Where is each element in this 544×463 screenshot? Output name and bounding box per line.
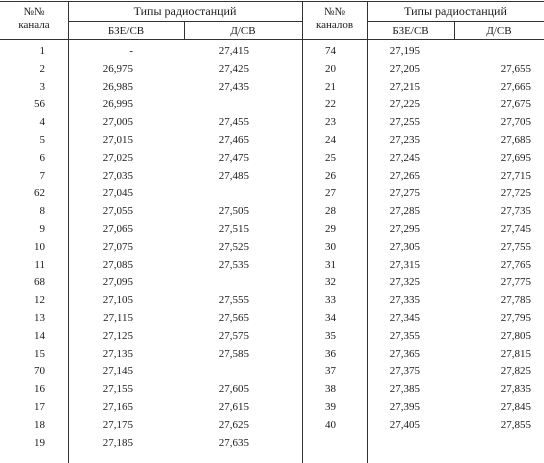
left-bze-frequency: 26,975: [102, 62, 133, 75]
right-channel-number: 20: [325, 62, 336, 75]
right-channel-number: 26: [325, 169, 336, 182]
header-number-right-line1: №№: [324, 6, 345, 18]
left-bze-frequency: 27,185: [102, 436, 133, 449]
right-bze-frequency: 27,395: [389, 401, 420, 413]
group-header-rule-left: [68, 21, 302, 22]
left-channel-number: 10: [34, 240, 45, 253]
left-bze-frequency: -: [129, 45, 133, 57]
top-rule: [0, 1, 544, 2]
left-d-frequency: 27,605: [218, 383, 249, 396]
right-d-frequency: 27,705: [500, 116, 531, 129]
right-d-frequency: 27,825: [500, 365, 531, 378]
right-d-frequency: 27,655: [500, 62, 531, 75]
left-channel-number: 1: [39, 45, 45, 57]
left-d-frequency: 27,475: [218, 151, 249, 164]
left-bze-frequency: 26,995: [102, 98, 133, 111]
left-d-frequency: 27,485: [218, 169, 249, 182]
right-bze-frequency: 27,375: [389, 365, 420, 378]
right-bze-frequency: 27,285: [389, 205, 420, 218]
right-d-frequency: 27,775: [500, 276, 531, 289]
left-bze-frequency: 27,085: [102, 258, 133, 271]
left-channel-number: 15: [34, 347, 45, 360]
left-d-frequency: 27,635: [218, 436, 249, 449]
left-channel-number: 13: [34, 312, 45, 324]
right-d-frequency: 27,785: [500, 294, 531, 307]
right-channel-number: 22: [325, 98, 336, 111]
left-channel-number: 70: [34, 365, 45, 378]
left-channel-number: 4: [39, 116, 45, 129]
left-channel-number: 3: [39, 80, 45, 93]
left-d-frequency: 27,555: [218, 294, 249, 307]
left-d-frequency: 27,505: [218, 205, 249, 218]
left-d-frequency: 27,435: [218, 80, 249, 93]
left-channel-number: 11: [34, 258, 45, 271]
right-channel-number: 74: [325, 45, 336, 57]
right-bze-frequency: 27,275: [389, 187, 420, 200]
group-header-rule-right: [367, 21, 544, 22]
right-channel-number: 37: [325, 365, 336, 378]
header-number-right-line2: каналов: [315, 19, 354, 31]
header-number-line1: №№: [23, 6, 45, 18]
left-channel-number: 2: [39, 62, 45, 75]
right-d-frequency: 27,665: [500, 80, 531, 93]
left-d-frequency: 27,525: [218, 240, 249, 253]
left-d-frequency: 27,535: [218, 258, 249, 271]
right-bze-frequency: 27,225: [389, 98, 420, 111]
right-bze-frequency: 27,355: [389, 329, 420, 342]
left-d-frequency: 27,455: [218, 116, 249, 129]
left-d-frequency: 27,425: [218, 62, 249, 75]
right-bze-frequency: 27,365: [389, 347, 420, 360]
right-d-frequency: 27,685: [500, 134, 531, 146]
right-bze-frequency: 27,325: [389, 276, 420, 289]
header-d-right: Д/СВ: [486, 25, 512, 37]
left-d-frequency: 27,585: [218, 347, 249, 360]
right-d-frequency: 27,695: [500, 151, 531, 164]
left-channel-number: 12: [34, 294, 45, 307]
right-channel-number: 39: [325, 401, 336, 413]
right-d-frequency: 27,795: [500, 312, 531, 324]
left-channel-number: 17: [34, 401, 45, 413]
right-bze-frequency: 27,205: [389, 62, 420, 75]
left-channel-number: 6: [39, 151, 45, 164]
left-bze-frequency: 27,005: [102, 116, 133, 129]
right-bze-frequency: 27,335: [389, 294, 420, 307]
right-channel-number: 27: [325, 187, 336, 200]
right-d-frequency: 27,725: [500, 187, 531, 200]
right-channel-number: 31: [325, 258, 336, 271]
right-bze-frequency: 27,305: [389, 240, 420, 253]
left-bze-frequency: 27,025: [102, 151, 133, 164]
right-channel-number: 32: [325, 276, 336, 289]
right-bze-frequency: 27,255: [389, 116, 420, 129]
right-channel-number: 33: [325, 294, 336, 307]
left-d-frequency: 27,615: [218, 401, 249, 413]
right-channel-number: 21: [325, 80, 336, 93]
left-channel-number: 14: [34, 329, 45, 342]
right-d-frequency: 27,755: [500, 240, 531, 253]
left-d-frequency: 27,625: [218, 418, 249, 431]
left-d-frequency: 27,465: [218, 134, 249, 146]
right-d-frequency: 27,815: [500, 347, 531, 360]
left-bze-frequency: 27,135: [102, 347, 133, 360]
right-channel-number: 40: [325, 418, 336, 431]
left-bze-frequency: 27,155: [102, 383, 133, 396]
left-bze-frequency: 27,045: [102, 187, 133, 200]
header-group-right: Типы радиостанций: [404, 4, 507, 18]
header-number-line2: канала: [18, 19, 50, 31]
header-bottom-rule: [0, 39, 544, 40]
left-d-frequency: 27,515: [218, 223, 249, 235]
left-bze-frequency: 27,065: [102, 223, 133, 235]
header-bze-right: БЗЕ/СВ: [392, 25, 429, 37]
right-channel-number: 36: [325, 347, 336, 360]
left-bze-frequency: 27,055: [102, 205, 133, 218]
right-channel-number: 30: [325, 240, 336, 253]
right-bze-frequency: 27,245: [389, 151, 420, 164]
right-channel-number: 28: [325, 205, 336, 218]
left-d-frequency: 27,575: [218, 329, 249, 342]
right-channel-number: 24: [325, 134, 336, 146]
left-bze-frequency: 27,105: [102, 294, 133, 307]
left-bze-frequency: 27,095: [102, 276, 133, 289]
right-d-frequency: 27,805: [500, 329, 531, 342]
left-bze-frequency: 27,015: [102, 134, 133, 146]
left-channel-number: 68: [34, 276, 45, 289]
right-bze-frequency: 27,385: [389, 383, 420, 396]
right-channel-number: 29: [325, 223, 336, 235]
right-bze-frequency: 27,265: [389, 169, 420, 182]
right-bze-frequency: 27,235: [389, 134, 420, 146]
left-bze-frequency: 27,125: [102, 329, 133, 342]
right-channel-number: 23: [325, 116, 336, 129]
left-channel-number: 16: [34, 383, 45, 396]
right-d-frequency: 27,855: [500, 418, 531, 431]
header-d-left: Д/СВ: [230, 25, 256, 37]
left-bze-frequency: 27,165: [102, 401, 133, 413]
right-d-frequency: 27,745: [500, 223, 531, 235]
right-d-frequency: 27,715: [500, 169, 531, 182]
right-bze-frequency: 27,215: [389, 80, 420, 93]
left-bze-frequency: 27,075: [102, 240, 133, 253]
right-bze-frequency: 27,345: [389, 312, 420, 324]
right-bze-frequency: 27,195: [389, 45, 420, 57]
left-channel-number: 56: [34, 98, 45, 111]
right-d-frequency: 27,735: [500, 205, 531, 218]
right-channel-number: 38: [325, 383, 336, 396]
right-d-frequency: 27,675: [500, 98, 531, 111]
right-bze-frequency: 27,315: [389, 258, 420, 271]
left-channel-number: 8: [39, 205, 45, 218]
header-group-left: Типы радиостанций: [133, 4, 237, 18]
left-bze-frequency: 27,035: [102, 169, 133, 182]
left-d-frequency: 27,565: [218, 312, 249, 324]
right-d-frequency: 27,835: [500, 383, 531, 396]
left-bze-frequency: 27,115: [103, 312, 133, 324]
left-channel-number: 19: [34, 436, 45, 449]
left-channel-number: 62: [34, 187, 45, 200]
right-bze-frequency: 27,405: [389, 418, 420, 431]
right-d-frequency: 27,845: [500, 401, 531, 413]
right-channel-number: 34: [325, 312, 336, 324]
header-bze-left: БЗЕ/СВ: [107, 25, 145, 37]
left-channel-number: 9: [39, 223, 45, 235]
right-channel-number: 35: [325, 329, 336, 342]
left-channel-number: 7: [39, 169, 45, 182]
right-bze-frequency: 27,295: [389, 223, 420, 235]
left-bze-frequency: 26,985: [102, 80, 133, 93]
left-d-frequency: 27,415: [218, 45, 249, 57]
left-bze-frequency: 27,175: [102, 418, 133, 431]
left-channel-number: 18: [34, 418, 45, 431]
left-channel-number: 5: [39, 134, 45, 146]
right-d-frequency: 27,765: [500, 258, 531, 271]
left-bze-frequency: 27,145: [102, 365, 133, 378]
right-channel-number: 25: [325, 151, 336, 164]
